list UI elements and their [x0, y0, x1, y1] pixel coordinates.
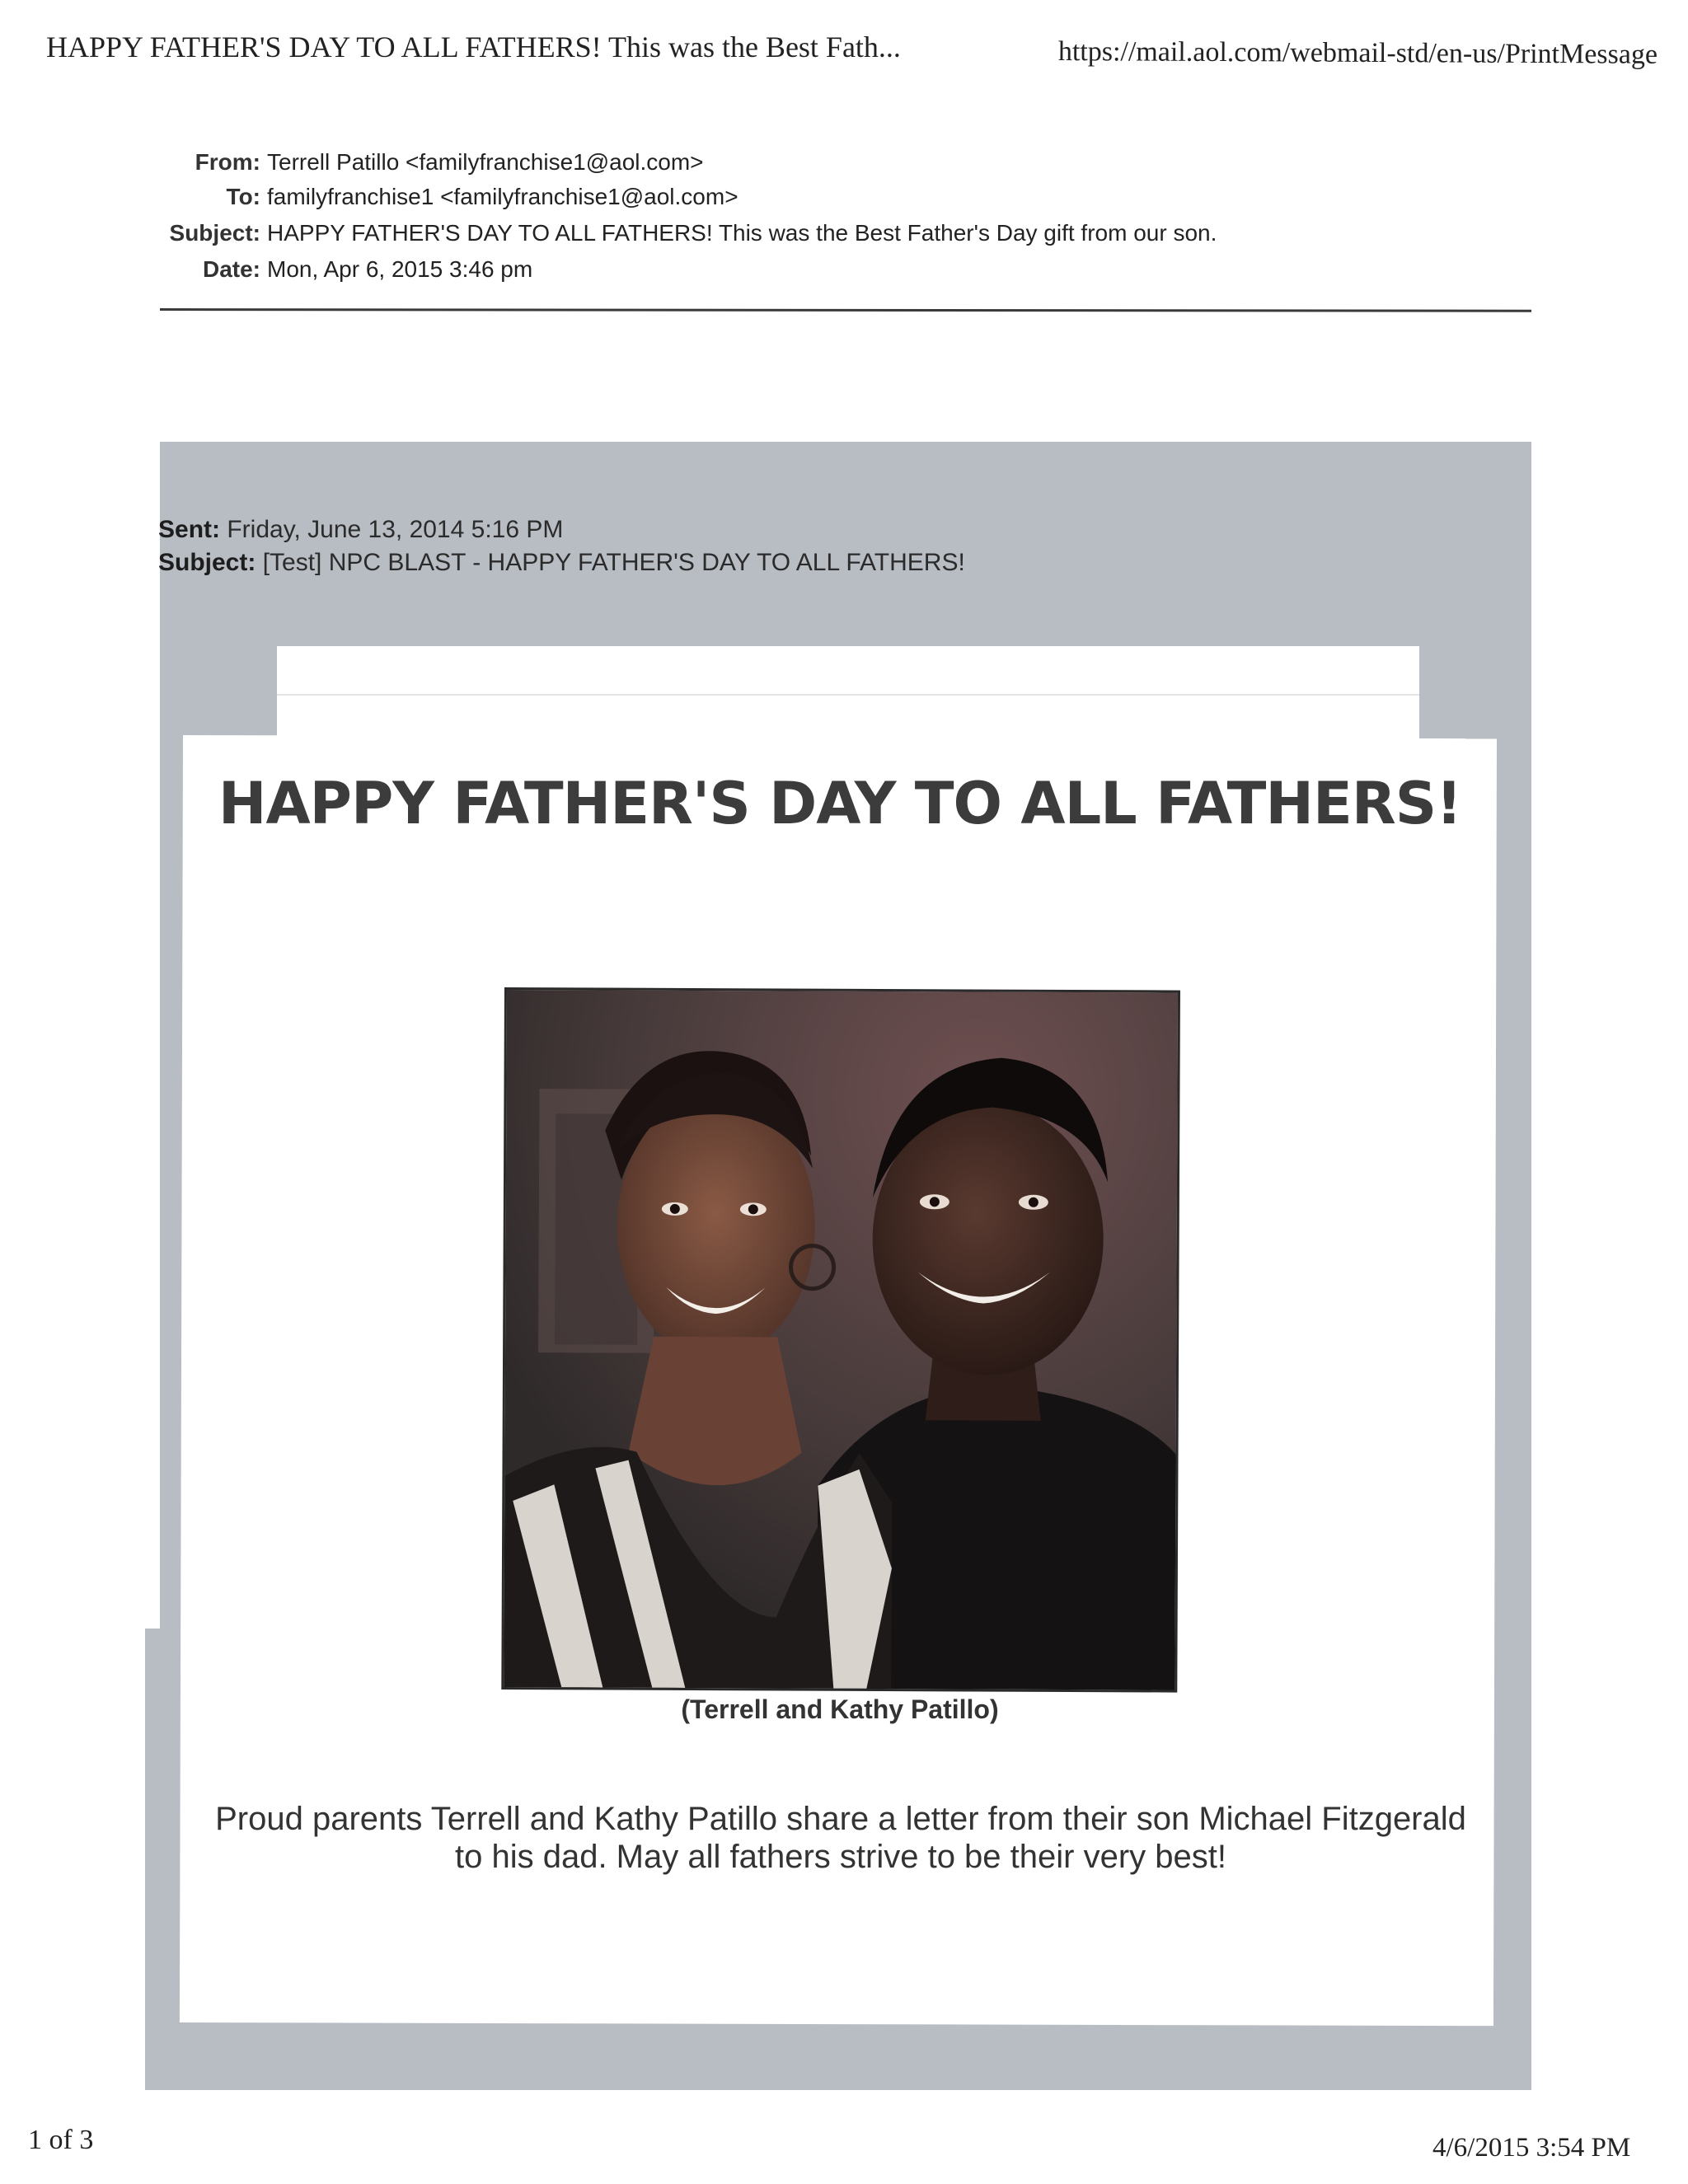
print-page-title: HAPPY FATHER'S DAY TO ALL FATHERS! This was the Best Fath...: [46, 30, 901, 63]
email-from-row: [0, 148, 1484, 176]
header-divider: [160, 308, 1531, 312]
subject-label: Subject:: [169, 220, 260, 246]
sent-value: Friday, June 13, 2014 5:16 PM: [227, 516, 564, 543]
couple-photo-illustration: [504, 990, 1178, 1690]
from-value: Terrell Patillo <familyfranchise1@aol.com>: [267, 149, 704, 175]
subject-value: HAPPY FATHER'S DAY TO ALL FATHERS! This was the Best Father's Day gift from our son.: [267, 220, 1217, 246]
forwarded-sent-line: [158, 516, 563, 544]
blast-body-text: Proud parents Terrell and Kathy Patillo share a letter from their son Michael Fitzgerald to his dad. May all fathers strive to be their very best!: [215, 1801, 1466, 1875]
blast-headline: HAPPY FATHER'S DAY TO ALL FATHERS!: [218, 770, 1462, 837]
sent-label: Sent:: [158, 516, 220, 543]
forwarded-subject-label: Subject:: [158, 549, 256, 576]
print-timestamp: 4/6/2015 3:54 PM: [1432, 2133, 1631, 2163]
date-value: Mon, Apr 6, 2015 3:46 pm: [267, 256, 533, 282]
photo-caption: (Terrell and Kathy Patillo): [681, 1694, 999, 1724]
to-value: familyfranchise1 <familyfranchise1@aol.com>: [267, 184, 738, 209]
to-label: To:: [226, 184, 260, 209]
email-date-row: [0, 255, 1484, 284]
print-page-url[interactable]: https://mail.aol.com/webmail-std/en-us/PrintMessage: [1057, 36, 1658, 70]
email-to-row: [0, 183, 1484, 211]
forwarded-subject-line: [158, 549, 965, 577]
back-sheet-rule: [277, 694, 1419, 696]
email-subject-row: [0, 219, 1484, 247]
date-label: Date:: [202, 256, 260, 282]
from-label: From:: [195, 149, 260, 175]
forwarded-subject-value: [Test] NPC BLAST - HAPPY FATHER'S DAY TO ALL FATHERS!: [262, 549, 965, 576]
couple-photo: [501, 987, 1180, 1693]
print-page-number: 1 of 3: [28, 2125, 94, 2155]
